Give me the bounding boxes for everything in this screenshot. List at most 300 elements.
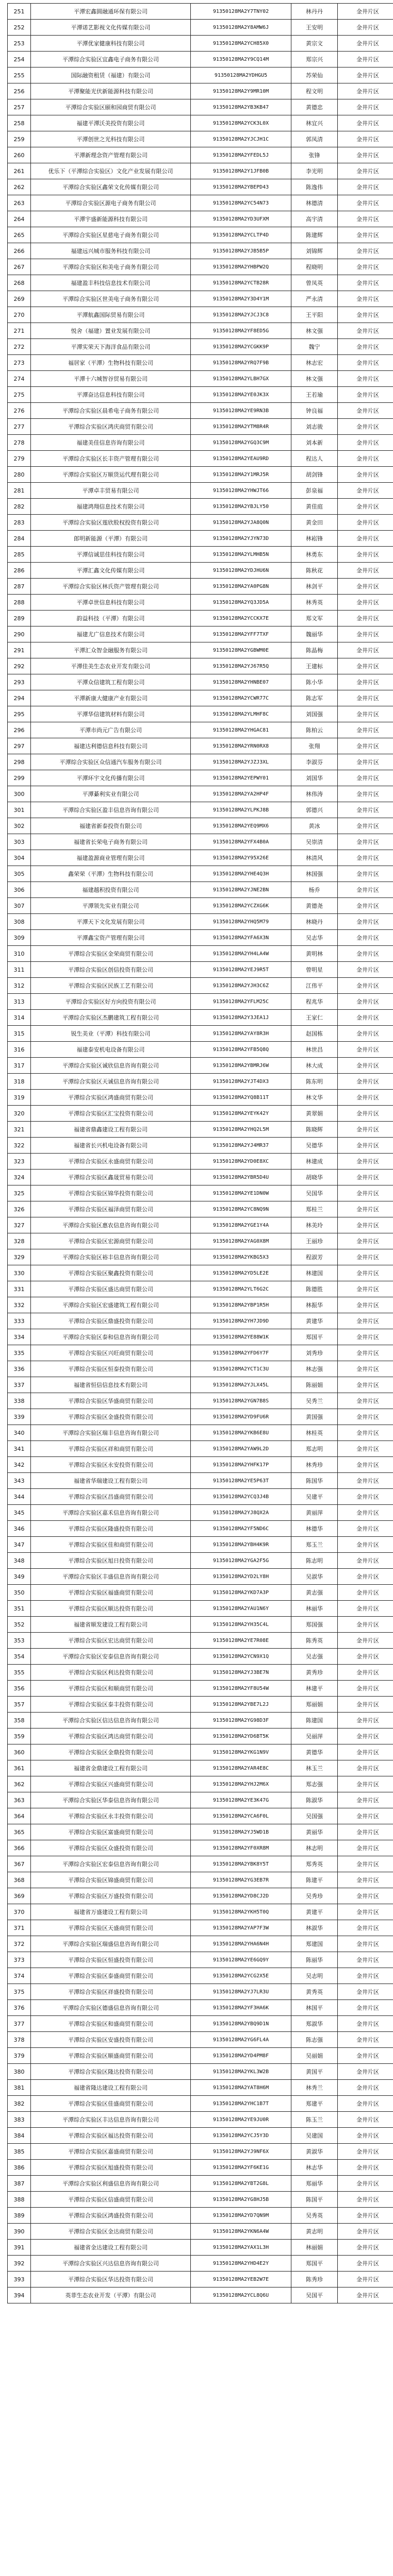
cell-name: 平潭汇鑫文化传媒有限公司 <box>31 563 191 579</box>
table-row <box>8 595 393 611</box>
cell-area: 金井片区 <box>338 1217 393 1233</box>
cell-code: 91350128MA2YKG1N9V <box>191 1744 291 1760</box>
cell-rep: 吴丽娟 <box>291 2048 338 2064</box>
table-row <box>8 1441 393 1457</box>
cell-rep: 陈晓辉 <box>291 1122 338 1138</box>
cell-code: 91350128MA2YCJ5Y3D <box>191 2128 291 2144</box>
cell-code: 91350128MA2YHQ5M79 <box>191 914 291 930</box>
cell-area: 金井片区 <box>338 611 393 626</box>
cell-rep: 黄德尧 <box>291 898 338 914</box>
cell-code: 91350128MA2YJ8QX2A <box>191 1505 291 1521</box>
cell-name: 福建省顺发建设工程有限公司 <box>31 1617 191 1633</box>
cell-area: 金井片区 <box>338 2128 393 2144</box>
cell-idx: 310 <box>8 946 31 962</box>
cell-area: 金井片区 <box>338 2208 393 2224</box>
cell-area: 金井片区 <box>338 99 393 115</box>
cell-area: 金井片区 <box>338 387 393 403</box>
table-row <box>8 1808 393 1824</box>
table-row <box>8 850 393 866</box>
cell-area: 金井片区 <box>338 722 393 738</box>
cell-code: 91350128MA2YCL8Q6U <box>191 2287 291 2303</box>
table-row <box>8 307 393 323</box>
table-row <box>8 994 393 1010</box>
cell-rep: 黄德华 <box>291 1744 338 1760</box>
table-row <box>8 163 393 179</box>
cell-area: 金井片区 <box>338 595 393 611</box>
cell-name: 平潭综合实验区隆达投资有限公司 <box>31 2064 191 2080</box>
cell-code: 91350128MA2YEYK42Y <box>191 1106 291 1122</box>
cell-name: 平潭综合实验区众信通汽车服务有限公司 <box>31 754 191 770</box>
cell-rep: 林大成 <box>291 1058 338 1074</box>
cell-rep: 陈德胜 <box>291 1281 338 1297</box>
cell-code: 91350128MA2YEB2W7E <box>191 2272 291 2287</box>
cell-code: 91350128MA2YBEPD43 <box>191 179 291 195</box>
cell-area: 金井片区 <box>338 451 393 467</box>
cell-name: 平潭综合实验区华盛商贸有限公司 <box>31 1393 191 1409</box>
cell-rep: 郑志明 <box>291 1441 338 1457</box>
cell-name: 福建省长兴机电设备有限公司 <box>31 1138 191 1154</box>
cell-name: 平潭综合实验区盛达商贸有限公司 <box>31 1281 191 1297</box>
table-row <box>8 706 393 722</box>
cell-idx: 316 <box>8 1042 31 1058</box>
cell-rep: 黄丽华 <box>291 1824 338 1840</box>
company-list-body <box>8 4 393 2303</box>
cell-rep: 陈建平 <box>291 1872 338 1888</box>
cell-code: 91350128MA2YCQ3J4B <box>191 1489 291 1505</box>
cell-rep: 林美玲 <box>291 1217 338 1233</box>
cell-area: 金井片区 <box>338 515 393 531</box>
cell-idx: 359 <box>8 1728 31 1744</box>
cell-code: 91350128MA2YDHGU5 <box>191 67 291 83</box>
cell-rep: 魏宁 <box>291 339 338 355</box>
cell-code: 91350128MA2YGBWM0E <box>191 642 291 658</box>
cell-code: 91350128MA2YBQ9D1N <box>191 2016 291 2032</box>
cell-code: 91350128MA2YD8CJ2D <box>191 1888 291 1904</box>
cell-idx: 265 <box>8 227 31 243</box>
cell-area: 金井片区 <box>338 531 393 547</box>
cell-rep: 林晓丹 <box>291 914 338 930</box>
cell-idx: 312 <box>8 978 31 994</box>
cell-idx: 357 <box>8 1697 31 1713</box>
cell-idx: 381 <box>8 2080 31 2096</box>
cell-name: 福建盈丰科技信息技术有限公司 <box>31 275 191 291</box>
cell-rep: 陈晶梅 <box>291 642 338 658</box>
table-row <box>8 1361 393 1377</box>
cell-area: 金井片区 <box>338 1457 393 1473</box>
cell-name: 平潭综合实验区顺盛商贸有限公司 <box>31 2048 191 2064</box>
table-row <box>8 1233 393 1249</box>
table-row <box>8 1090 393 1106</box>
table-row <box>8 515 393 531</box>
cell-name: 平潭宏鑫圆融通环保有限公司 <box>31 4 191 20</box>
table-row <box>8 1569 393 1585</box>
cell-name: 平潭汇众智金融服务有限公司 <box>31 642 191 658</box>
cell-area: 金井片区 <box>338 483 393 499</box>
table-row <box>8 467 393 483</box>
cell-code: 91350128MA2YKH5T0Q <box>191 1904 291 1920</box>
cell-code: 91350128MA2YH35C4L <box>191 1617 291 1633</box>
cell-code: 91350128MA2YE3K47G <box>191 1792 291 1808</box>
cell-rep: 刘国强 <box>291 706 338 722</box>
cell-rep: 黄志强 <box>291 1585 338 1601</box>
cell-area: 金井片区 <box>338 307 393 323</box>
cell-area: 金井片区 <box>338 1281 393 1297</box>
cell-code: 91350128MA2YJ3BE7N <box>191 1665 291 1681</box>
cell-rep: 郑国平 <box>291 1329 338 1345</box>
cell-area: 金井片区 <box>338 1505 393 1521</box>
cell-area: 金井片区 <box>338 1824 393 1840</box>
table-row <box>8 866 393 882</box>
table-row <box>8 1681 393 1697</box>
cell-idx: 311 <box>8 962 31 978</box>
cell-area: 金井片区 <box>338 1233 393 1249</box>
cell-area: 金井片区 <box>338 2048 393 2064</box>
cell-idx: 299 <box>8 770 31 786</box>
cell-name: 平潭综合实验区永盛商贸有限公司 <box>31 1154 191 1170</box>
table-row <box>8 227 393 243</box>
table-row <box>8 690 393 706</box>
table-row <box>8 147 393 163</box>
cell-rep: 王安明 <box>291 20 338 36</box>
table-row <box>8 2000 393 2016</box>
table-row <box>8 83 393 99</box>
cell-name: 平潭综合实验区金鼎投资有限公司 <box>31 1744 191 1760</box>
cell-name: 平潭综合实验区鸿盛投资有限公司 <box>31 2208 191 2224</box>
table-row <box>8 1329 393 1345</box>
table-row <box>8 387 393 403</box>
cell-code: 91350128MA2YAU1N6Y <box>191 1601 291 1617</box>
cell-name: 平潭综合实验区众盛投资有限公司 <box>31 1840 191 1856</box>
cell-idx: 337 <box>8 1377 31 1393</box>
cell-name: 平潭综合实验区源电子商务有限公司 <box>31 195 191 211</box>
cell-area: 金井片区 <box>338 770 393 786</box>
cell-code: 91350128MA2YCA6F0L <box>191 1808 291 1824</box>
cell-area: 金井片区 <box>338 1936 393 1952</box>
cell-rep: 林秀兰 <box>291 2080 338 2096</box>
table-row <box>8 1872 393 1888</box>
cell-name: 平潭综合实验区泰和信息咨询有限公司 <box>31 1329 191 1345</box>
cell-code: 91350128MA2YFD6Y7F <box>191 1345 291 1361</box>
cell-code: 91350128MA2YJA8Q0N <box>191 515 291 531</box>
cell-name: 平潭综合实验区安泰信息咨询有限公司 <box>31 1649 191 1665</box>
cell-idx: 319 <box>8 1090 31 1106</box>
cell-idx: 393 <box>8 2272 31 2287</box>
table-row <box>8 2016 393 2032</box>
cell-name: 平潭综合实验区德盛信息咨询有限公司 <box>31 2000 191 2016</box>
cell-idx: 271 <box>8 323 31 339</box>
cell-name: 平潭信诚思佳科技有限公司 <box>31 547 191 563</box>
cell-rep: 吴志明 <box>291 1968 338 1984</box>
cell-area: 金井片区 <box>338 1265 393 1281</box>
cell-code: 91350128MA2YFLM25C <box>191 994 291 1010</box>
table-row <box>8 435 393 451</box>
cell-rep: 吴秀兰 <box>291 1393 338 1409</box>
cell-area: 金井片区 <box>338 547 393 563</box>
cell-area: 金井片区 <box>338 1601 393 1617</box>
cell-rep: 刘秀珍 <box>291 1345 338 1361</box>
cell-idx: 387 <box>8 2176 31 2192</box>
cell-code: 91350128MA2YLPKJ8B <box>191 802 291 818</box>
cell-code: 91350128MA2YE1DN0W <box>191 1185 291 1201</box>
cell-area: 金井片区 <box>338 579 393 595</box>
cell-code: 91350128MA2YJNE2BN <box>191 882 291 898</box>
cell-rep: 林秀英 <box>291 595 338 611</box>
cell-idx: 284 <box>8 531 31 547</box>
cell-idx: 345 <box>8 1505 31 1521</box>
cell-rep: 高宇清 <box>291 211 338 227</box>
cell-name: 福建省金鼎建设工程有限公司 <box>31 1760 191 1776</box>
cell-code: 91350128MA2YH4LA4W <box>191 946 291 962</box>
cell-rep: 郑国强 <box>291 1617 338 1633</box>
cell-code: 91350128MA2YCT1C3U <box>191 1361 291 1377</box>
cell-idx: 254 <box>8 52 31 67</box>
table-row <box>8 1617 393 1633</box>
cell-idx: 369 <box>8 1888 31 1904</box>
table-row <box>8 2032 393 2048</box>
cell-rep: 郑丽娟 <box>291 1697 338 1713</box>
cell-rep: 王若瑜 <box>291 387 338 403</box>
cell-idx: 301 <box>8 802 31 818</box>
cell-idx: 262 <box>8 179 31 195</box>
cell-idx: 259 <box>8 131 31 147</box>
cell-idx: 323 <box>8 1154 31 1170</box>
cell-name: 平潭综合实验区锦华投资有限公司 <box>31 1185 191 1201</box>
cell-rep: 胡晓华 <box>291 1170 338 1185</box>
cell-rep: 陈东明 <box>291 1074 338 1090</box>
cell-code: 91350128MA2YKL3W2B <box>191 2064 291 2080</box>
cell-name: 平潭综合实验区金达商贸有限公司 <box>31 2224 191 2240</box>
cell-idx: 274 <box>8 371 31 387</box>
cell-name: 平潭综合实验区惠农信息咨询有限公司 <box>31 1217 191 1233</box>
table-row <box>8 1697 393 1713</box>
cell-idx: 293 <box>8 674 31 690</box>
cell-rep: 黄佳庭 <box>291 499 338 515</box>
cell-rep: 陈国平 <box>291 2192 338 2208</box>
cell-code: 91350128MA2YF3HA6K <box>191 2000 291 2016</box>
cell-idx: 309 <box>8 930 31 946</box>
cell-rep: 林世昌 <box>291 1042 338 1058</box>
cell-idx: 365 <box>8 1824 31 1840</box>
cell-code: 91350128MA2YCZXG6K <box>191 898 291 914</box>
cell-name: 平潭综合实验区鸿庆商贸有限公司 <box>31 419 191 435</box>
cell-idx: 252 <box>8 20 31 36</box>
cell-name: 英菲生态农业开发（平潭）有限公司 <box>31 2287 191 2303</box>
cell-code: 91350128MA2YHE4Q3H <box>191 866 291 882</box>
cell-area: 金井片区 <box>338 1393 393 1409</box>
table-row <box>8 483 393 499</box>
table-row <box>8 563 393 579</box>
cell-area: 金井片区 <box>338 323 393 339</box>
table-row <box>8 1106 393 1122</box>
table-row <box>8 1920 393 1936</box>
cell-area: 金井片区 <box>338 802 393 818</box>
cell-code: 91350128MA2YE5P63T <box>191 1473 291 1489</box>
cell-code: 91350128MA2YBE7L2J <box>191 1697 291 1713</box>
cell-rep: 林秀珍 <box>291 1457 338 1473</box>
cell-idx: 373 <box>8 1952 31 1968</box>
table-row <box>8 2224 393 2240</box>
cell-code: 91350128MA2YJLX45L <box>191 1377 291 1393</box>
cell-rep: 林淑华 <box>291 1920 338 1936</box>
cell-idx: 370 <box>8 1904 31 1920</box>
cell-idx: 331 <box>8 1281 31 1297</box>
table-row <box>8 786 393 802</box>
cell-area: 金井片区 <box>338 2096 393 2112</box>
cell-idx: 258 <box>8 115 31 131</box>
cell-area: 金井片区 <box>338 706 393 722</box>
table-row <box>8 2128 393 2144</box>
cell-idx: 270 <box>8 307 31 323</box>
table-row <box>8 674 393 690</box>
cell-idx: 307 <box>8 898 31 914</box>
cell-code: 91350128MA2YLT6G2C <box>191 1281 291 1297</box>
cell-code: 91350128MA2YJH3C6Z <box>191 978 291 994</box>
cell-rep: 黄秀英 <box>291 1984 338 2000</box>
cell-idx: 371 <box>8 1920 31 1936</box>
table-row <box>8 403 393 419</box>
table-row <box>8 275 393 291</box>
cell-area: 金井片区 <box>338 4 393 20</box>
cell-name: 平潭聚能光伏新能源科技有限公司 <box>31 83 191 99</box>
cell-code: 91350128MA2YCWR77C <box>191 690 291 706</box>
cell-area: 金井片区 <box>338 994 393 1010</box>
cell-code: 91350128MA2YA2HP4F <box>191 786 291 802</box>
cell-area: 金井片区 <box>338 115 393 131</box>
cell-rep: 陈志强 <box>291 2032 338 2048</box>
cell-rep: 林丹丹 <box>291 4 338 20</box>
table-row <box>8 1760 393 1776</box>
cell-idx: 302 <box>8 818 31 834</box>
cell-area: 金井片区 <box>338 1521 393 1537</box>
cell-code: 91350128MA2YGN7B8S <box>191 1393 291 1409</box>
cell-idx: 332 <box>8 1297 31 1313</box>
table-row <box>8 131 393 147</box>
cell-rep: 林桂英 <box>291 1425 338 1441</box>
cell-rep: 林清风 <box>291 850 338 866</box>
cell-code: 91350128MA2Y8AMW6J <box>191 20 291 36</box>
cell-area: 金井片区 <box>338 2080 393 2096</box>
cell-area: 金井片区 <box>338 563 393 579</box>
cell-name: 平潭综合实验区长丰资产管理有限公司 <box>31 451 191 467</box>
cell-area: 金井片区 <box>338 1090 393 1106</box>
cell-name: 平潭综合实验区顺达投资有限公司 <box>31 1601 191 1617</box>
cell-idx: 368 <box>8 1872 31 1888</box>
cell-code: 91350128MA2YJ4MR37 <box>191 1138 291 1154</box>
table-row <box>8 1042 393 1058</box>
cell-code: 91350128MA2YHA6N4H <box>191 1936 291 1952</box>
cell-code: 91350128MA2YBJLY50 <box>191 499 291 515</box>
cell-area: 金井片区 <box>338 1185 393 1201</box>
cell-rep: 林宜兴 <box>291 115 338 131</box>
cell-name: 平潭综合实验区民族工艺有限公司 <box>31 978 191 994</box>
cell-code: 91350128MA2YHBPW2Q <box>191 259 291 275</box>
cell-code: 91350128MA2YCLTP4D <box>191 227 291 243</box>
cell-name: 平潭综合实验区泰丰投资有限公司 <box>31 1697 191 1713</box>
table-row <box>8 642 393 658</box>
cell-rep: 林伟涛 <box>291 786 338 802</box>
cell-area: 金井片区 <box>338 1681 393 1697</box>
cell-code: 91350128MA2YCGKK9P <box>191 339 291 355</box>
cell-rep: 曾明星 <box>291 962 338 978</box>
cell-code: 91350128MA2Y3JEA1J <box>191 1010 291 1026</box>
cell-name: 平潭综合实验区林氏资产管理有限公司 <box>31 579 191 595</box>
cell-code: 91350128MA2Y7TNY02 <box>191 4 291 20</box>
table-row <box>8 1904 393 1920</box>
cell-code: 91350128MA2YAP7F3W <box>191 1920 291 1936</box>
cell-rep: 林志宏 <box>291 355 338 371</box>
cell-idx: 279 <box>8 451 31 467</box>
cell-idx: 283 <box>8 515 31 531</box>
cell-name: 平潭综合实验区瑞丰信息咨询有限公司 <box>31 1425 191 1441</box>
cell-name: 平潭航鑫国际贸易有限公司 <box>31 307 191 323</box>
cell-name: 平潭优家健康科技有限公司 <box>31 36 191 52</box>
cell-code: 91350128MA2YRQ7F9B <box>191 355 291 371</box>
table-row <box>8 1185 393 1201</box>
cell-idx: 360 <box>8 1744 31 1760</box>
cell-rep: 陈丽娟 <box>291 1377 338 1393</box>
cell-code: 91350128MA2YG98D3F <box>191 1713 291 1728</box>
cell-name: 平潭综合实验区丰达信息咨询有限公司 <box>31 2112 191 2128</box>
cell-code: 91350128MA2YG3EB7R <box>191 1872 291 1888</box>
cell-code: 91350128MA2YBK8Y5T <box>191 1856 291 1872</box>
cell-rep: 彭泉福 <box>291 483 338 499</box>
cell-name: 平潭综合实验区万盛投资有限公司 <box>31 1888 191 1904</box>
cell-code: 91350128MA2YKB6E8U <box>191 1425 291 1441</box>
cell-area: 金井片区 <box>338 1026 393 1042</box>
cell-rep: 苏荣仙 <box>291 67 338 83</box>
cell-idx: 291 <box>8 642 31 658</box>
table-row <box>8 291 393 307</box>
cell-area: 金井片区 <box>338 2287 393 2303</box>
cell-code: 91350128MA2YGE1Y4A <box>191 1217 291 1233</box>
cell-code: 91350128MA2YFB5Q8Q <box>191 1042 291 1058</box>
cell-idx: 375 <box>8 1984 31 2000</box>
cell-area: 金井片区 <box>338 1297 393 1313</box>
cell-name: 平潭综合实验区富盛商贸有限公司 <box>31 1824 191 1840</box>
cell-code: 91350128MA2YD2LY8H <box>191 1569 291 1585</box>
cell-name: 平潭综合实验区万顺货运代理有限公司 <box>31 467 191 483</box>
cell-idx: 339 <box>8 1409 31 1425</box>
cell-area: 金井片区 <box>338 467 393 483</box>
cell-code: 91350128MA2YJZJ3XL <box>191 754 291 770</box>
cell-name: 平潭综合实验区鼎盛投资有限公司 <box>31 1313 191 1329</box>
cell-area: 金井片区 <box>338 1074 393 1090</box>
cell-name: 福建省恒信信息技术有限公司 <box>31 1377 191 1393</box>
table-row <box>8 36 393 52</box>
cell-area: 金井片区 <box>338 339 393 355</box>
cell-area: 金井片区 <box>338 1537 393 1553</box>
cell-code: 91350128MA2YF6KE1G <box>191 2160 291 2176</box>
cell-name: 平潭综合实验区隆盛投资有限公司 <box>31 1521 191 1537</box>
cell-rep: 刘本新 <box>291 435 338 451</box>
cell-idx: 287 <box>8 579 31 595</box>
cell-name: 悦舍（福建）置业发展有限公司 <box>31 323 191 339</box>
cell-area: 金井片区 <box>338 978 393 994</box>
cell-area: 金井片区 <box>338 291 393 307</box>
cell-rep: 郑桂兰 <box>291 1201 338 1217</box>
cell-code: 91350128MA2YGA2F5G <box>191 1553 291 1569</box>
cell-code: 91350128MA2YF8U54W <box>191 1681 291 1697</box>
table-row <box>8 1249 393 1265</box>
cell-rep: 黄建平 <box>291 1904 338 1920</box>
cell-rep: 吴秀珍 <box>291 1888 338 1904</box>
cell-code: 91350128MA2YHQ2L5M <box>191 1122 291 1138</box>
cell-area: 金井片区 <box>338 435 393 451</box>
cell-idx: 351 <box>8 1601 31 1617</box>
cell-area: 金井片区 <box>338 1122 393 1138</box>
cell-idx: 363 <box>8 1792 31 1808</box>
cell-idx: 304 <box>8 850 31 866</box>
